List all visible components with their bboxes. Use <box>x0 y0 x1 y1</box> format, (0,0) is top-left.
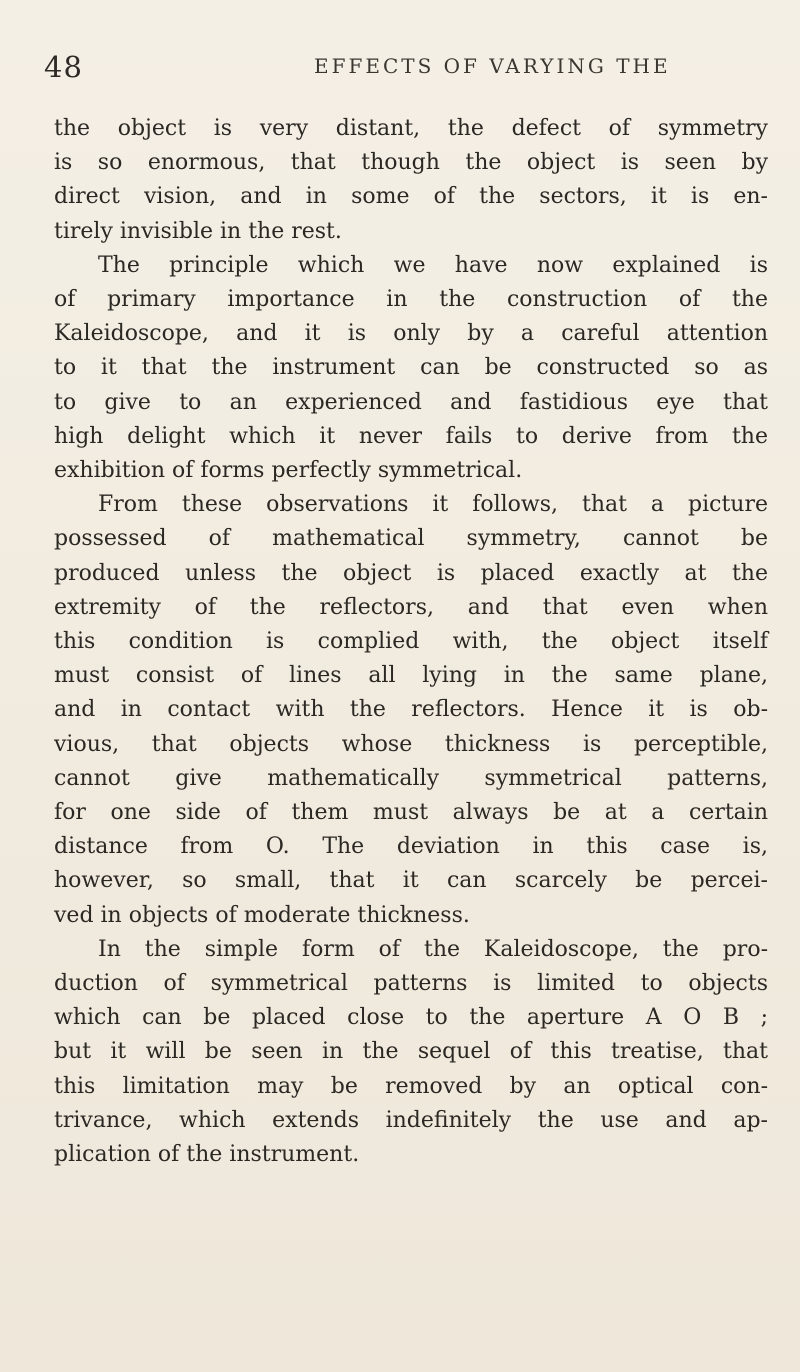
text-line: In the simple form of the Kaleidoscope, the pro- <box>98 936 768 962</box>
page-number: 48 <box>44 50 83 84</box>
paragraph-4 <box>54 933 768 1172</box>
running-head <box>44 50 774 90</box>
text-line: trivance, which extends indefinitely the use and ap- <box>54 1107 768 1133</box>
paragraph-1 <box>54 112 768 249</box>
text-line: ved in objects of moderate thickness. <box>54 902 470 928</box>
text-line: From these observations it follows, that a picture <box>98 492 768 518</box>
text-line: direct vision, and in some of the sectors, it is en- <box>54 184 768 210</box>
text-line: tirely invisible in the rest. <box>54 218 342 244</box>
text-line: however, so small, that it can scarcely be percei- <box>54 868 768 894</box>
text-line: and in contact with the reflectors. Hence it is ob- <box>54 697 768 723</box>
text-line: produced unless the object is placed exactly at the <box>54 560 768 586</box>
text-line: but it will be seen in the sequel of this treatise, that <box>54 1039 768 1065</box>
text-line: must consist of lines all lying in the same plane, <box>54 663 768 689</box>
text-line: high delight which it never fails to derive from the <box>54 423 768 449</box>
text-line: this limitation may be removed by an optical con- <box>54 1073 768 1099</box>
text-line: possessed of mathematical symmetry, cannot be <box>54 526 768 552</box>
text-line: extremity of the reflectors, and that even when <box>54 594 768 620</box>
text-line: The principle which we have now explained is <box>98 252 768 278</box>
text-line: duction of symmetrical patterns is limited to objects <box>54 971 768 997</box>
paragraph-2 <box>54 249 768 488</box>
paragraph-3 <box>54 488 768 933</box>
text-line: for one side of them must always be at a certain <box>54 800 768 826</box>
text-line: to give to an experienced and fastidious eye that <box>54 389 768 415</box>
text-line: plication of the instrument. <box>54 1142 360 1168</box>
text-line: the object is very distant, the defect of symmetry <box>54 116 768 141</box>
running-title: EFFECTS OF VARYING THE <box>314 54 671 78</box>
text-line: exhibition of forms perfectly symmetrical. <box>54 458 523 484</box>
body-text <box>54 112 768 1172</box>
text-line: vious, that objects whose thickness is perceptible, <box>54 731 768 757</box>
text-line: which can be placed close to the aperture A O B ; <box>54 1005 768 1031</box>
text-line: is so enormous, that though the object is seen by <box>54 150 768 176</box>
text-line: cannot give mathematically symmetrical patterns, <box>54 765 768 791</box>
text-line: of primary importance in the construction of the <box>54 287 768 313</box>
text-line: Kaleidoscope, and it is only by a careful attention <box>54 321 768 347</box>
text-line: distance from O. The deviation in this case is, <box>54 834 768 860</box>
text-line: to it that the instrument can be constructed so as <box>54 355 768 381</box>
text-line: this condition is complied with, the object itself <box>54 629 768 655</box>
